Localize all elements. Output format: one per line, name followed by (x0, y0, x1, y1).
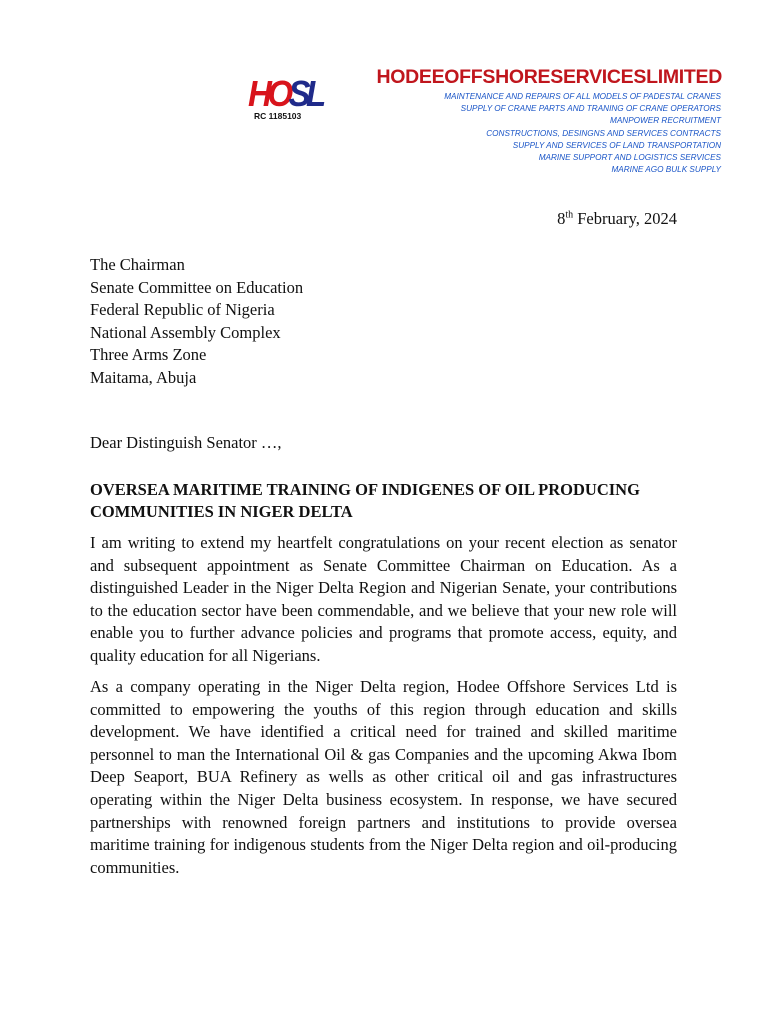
address-line: Senate Committee on Education (90, 277, 304, 297)
address-line: Federal Republic of Nigeria (90, 300, 275, 320)
address-line: Three Arms Zone (90, 345, 207, 365)
address-line: The Chairman (90, 255, 185, 274)
service-item: MAINTENANCE AND REPAIRS OF ALL MODELS OF PADESTAL CRANES (444, 92, 721, 101)
date-suffix: th (565, 209, 574, 221)
address-line: National Assembly Complex (90, 322, 281, 342)
address-line: Maitama, Abuja (90, 367, 197, 387)
registration-number: RC 1185103 (254, 111, 302, 121)
company-name-part-3: SERVICES (550, 66, 647, 88)
service-item: MARINE AGO BULK SUPPLY (611, 165, 721, 175)
service-item: SUPPLY AND SERVICES OF LAND TRANSPORTATION (512, 140, 721, 150)
service-item: MANPOWER RECRUITMENT (610, 116, 721, 126)
service-item: MARINE SUPPORT AND LOGISTICS SERVICES (538, 153, 721, 163)
service-item: SUPPLY OF CRANE PARTS AND TRANING OF CRANE OPERATORS (460, 104, 721, 114)
services-list (444, 91, 721, 176)
subject-heading: OVERSEA MARITIME TRAINING OF INDIGENES OF OIL PRODUCING COMMUNITIES IN NIGER DELTA (90, 480, 640, 521)
body-paragraph-1: I am writing to extend my heartfelt congratulations on your recent election as senator and subsequent appointment as Senate Committee Chairman on Education. As a distinguished Leader in the Niger Delta Region and Nigerian Senate, your contributions to the education sector have been commendable, and we believe that your new role will enable you to further advance policies and programs that promote access, equity, and quality education for all Nigerians. (90, 533, 677, 665)
salutation: Dear Distinguish Senator …, (90, 433, 282, 452)
date-month-year: February, 2024 (573, 209, 677, 228)
company-name-part-1: HODEE (376, 66, 445, 88)
logo-lettering (248, 73, 322, 114)
service-item: CONSTRUCTIONS, DESINGNS AND SERVICES CONTRACTS (486, 128, 721, 138)
body-paragraph-2: As a company operating in the Niger Delta region, Hodee Offshore Services Ltd is committed to empowering the youths of this region through education and skills development. We have identified a critical need for trained and skilled maritime personnel to man the International Oil & gas Companies and the upcoming Akwa Ibom Deep Seaport, BUA Refinery as wells as other critical oil and gas infrastructures operating within the Niger Delta business ecosystem. In response, we have secured partnerships with renowned foreign partners and institutions to provide oversea maritime training for indigenous students from the Niger Delta region and oil-producing communities. (90, 677, 677, 877)
company-name-part-2: OFFSHORE (444, 66, 551, 88)
logo-part-right: SL (288, 73, 322, 114)
date-day: 8 (557, 209, 566, 228)
letter-date (557, 209, 677, 229)
company-name-part-4: LIMITED (646, 66, 722, 88)
company-name (376, 66, 722, 89)
recipient-address (90, 254, 303, 390)
logo-part-left: HO (248, 73, 289, 114)
